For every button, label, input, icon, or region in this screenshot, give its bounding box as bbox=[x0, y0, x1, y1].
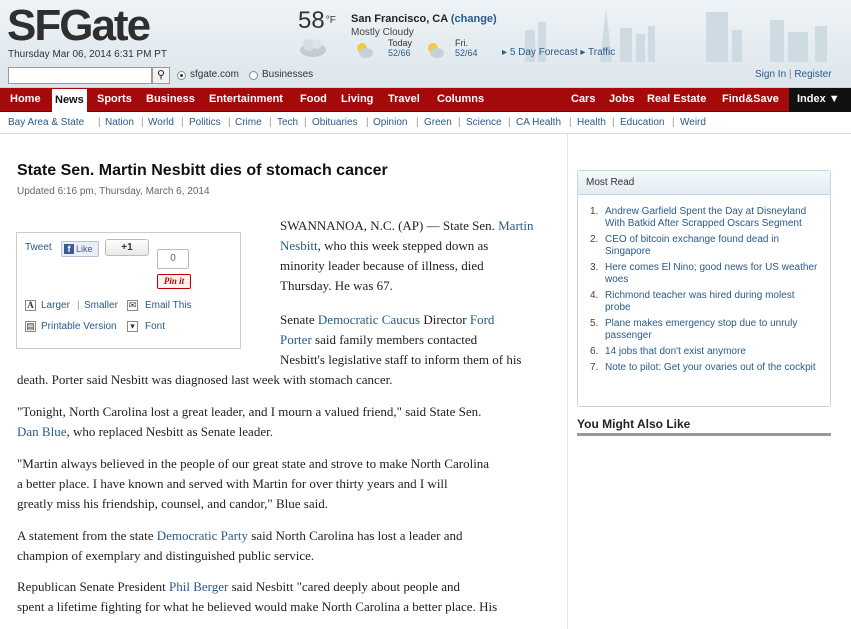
subnav-item[interactable]: Education bbox=[620, 117, 665, 128]
subnav-divider: | bbox=[672, 117, 675, 128]
paragraph-line: "Tonight, North Carolina lost a great leader, and I mourn a valued friend," said State Sen. bbox=[17, 404, 482, 419]
subnav-item[interactable]: Tech bbox=[277, 117, 299, 128]
google-plus-button[interactable]: +1 bbox=[105, 239, 149, 256]
dateline: Thursday Mar 06, 2014 6:31 PM PT bbox=[8, 49, 167, 60]
subnav-divider: | bbox=[269, 117, 272, 128]
article-updated-time: Updated 6:16 pm, Thursday, March 6, 2014 bbox=[17, 186, 210, 197]
nav-living[interactable]: Living bbox=[341, 93, 374, 105]
nav-home[interactable]: Home bbox=[10, 93, 41, 105]
nav-cars[interactable]: Cars bbox=[571, 93, 596, 105]
most-read-item[interactable]: 2. CEO of bitcoin exchange found dead in Singapore bbox=[590, 234, 780, 257]
radio-businesses-label: Businesses bbox=[262, 69, 314, 80]
pin-count: 0 bbox=[157, 249, 189, 269]
nav-columns[interactable]: Columns bbox=[437, 93, 485, 105]
subnav-divider: | bbox=[141, 117, 144, 128]
temperature: $58^{^\circ F}$ bbox=[298, 7, 336, 34]
subnav-item[interactable]: Opinion bbox=[373, 117, 408, 128]
most-read-title: Most Read bbox=[578, 171, 830, 195]
most-read-item[interactable]: 5. Plane makes emergency stop due to unruly passenger bbox=[590, 318, 798, 341]
subnav-item[interactable]: World bbox=[148, 117, 174, 128]
traffic-link[interactable]: Traffic bbox=[588, 47, 616, 58]
most-read-item[interactable]: 4. Richmond teacher was hired during molest probe bbox=[590, 290, 795, 313]
nav-index[interactable]: Index ▼ bbox=[789, 88, 851, 112]
weather-links: ▸ 5 Day Forecast ▸ Traffic bbox=[502, 47, 616, 58]
paragraph-line: A statement from the state Democratic Party said North Carolina has lost a leader and bbox=[17, 528, 463, 543]
weather-location: San Francisco, CA (change) bbox=[351, 13, 497, 25]
nav-travel[interactable]: Travel bbox=[388, 93, 420, 105]
subnav-item[interactable]: Weird bbox=[680, 117, 706, 128]
facebook-like-button[interactable]: f Like bbox=[61, 241, 99, 257]
subnav-item[interactable]: Bay Area & State bbox=[8, 117, 85, 128]
nav-business[interactable]: Business bbox=[146, 93, 195, 105]
martin-nesbitt-link[interactable]: Martin bbox=[498, 218, 534, 233]
pinterest-pin-button[interactable]: Pin it bbox=[157, 274, 191, 289]
sfgate-logo[interactable]: SFGate bbox=[7, 1, 150, 50]
printer-icon: ▤ bbox=[26, 321, 35, 331]
subnav-item[interactable]: CA Health bbox=[516, 117, 562, 128]
facebook-icon: f bbox=[64, 244, 74, 254]
subnav-divider: | bbox=[508, 117, 511, 128]
main-nav bbox=[0, 88, 851, 112]
subnav-item[interactable]: Health bbox=[577, 117, 606, 128]
paragraph-line: Senate Democratic Caucus Director Ford bbox=[280, 312, 495, 327]
paragraph-line: greatly miss his friendship, counsel, and candor," Blue said. bbox=[17, 496, 328, 511]
cloud-icon bbox=[298, 36, 328, 58]
subnav-divider: | bbox=[458, 117, 461, 128]
phil-berger-link[interactable]: Phil Berger bbox=[169, 579, 229, 594]
email-icon: ✉ bbox=[128, 300, 137, 310]
you-might-also-like-heading: You Might Also Like bbox=[577, 417, 691, 431]
font-dropdown-icon[interactable]: ▾ bbox=[127, 321, 138, 332]
most-read-list bbox=[590, 206, 822, 378]
subnav-divider: | bbox=[366, 117, 369, 128]
weather-condition: Mostly Cloudy bbox=[351, 27, 414, 38]
text-larger-link[interactable]: Larger bbox=[41, 300, 70, 311]
paragraph-line: SWANNANOA, N.C. (AP) — State Sen. Martin bbox=[280, 218, 534, 233]
search-bar bbox=[0, 64, 851, 88]
radio-businesses[interactable] bbox=[249, 71, 258, 80]
change-location-link[interactable]: (change) bbox=[450, 13, 497, 25]
paragraph-line: Porter said family members contacted bbox=[280, 332, 478, 347]
article-column bbox=[0, 134, 568, 629]
sign-in-link[interactable]: Sign In bbox=[755, 69, 787, 80]
email-this-link[interactable]: Email This bbox=[145, 300, 192, 311]
article-headline: State Sen. Martin Nesbitt dies of stomach cancer bbox=[17, 162, 388, 179]
dan-blue-link[interactable]: Dan Blue bbox=[17, 424, 67, 439]
most-read-item[interactable]: 3. Here comes El Nino; good news for US weather woes bbox=[590, 262, 818, 285]
printable-version-link[interactable]: Printable Version bbox=[41, 321, 117, 332]
subnav-item[interactable]: Green bbox=[424, 117, 452, 128]
most-read-item[interactable]: 6. 14 jobs that don't exist anymore bbox=[590, 346, 746, 357]
paragraph-line: death. Porter said Nesbitt was diagnosed last week with stomach cancer. bbox=[17, 372, 393, 387]
tweet-button[interactable]: Tweet bbox=[25, 242, 52, 253]
site-header bbox=[0, 0, 851, 88]
share-divider: | bbox=[77, 300, 80, 311]
paragraph-line: Nesbitt's legislative staff to inform them of his bbox=[280, 352, 522, 367]
subnav-item[interactable]: Crime bbox=[235, 117, 262, 128]
paragraph-line: Nesbitt, who this week stepped down as bbox=[280, 238, 489, 253]
subnav-divider: | bbox=[228, 117, 231, 128]
subnav-item[interactable]: Nation bbox=[105, 117, 134, 128]
section-divider bbox=[577, 433, 831, 436]
paragraph-line: champion of exemplary and distinguished public service. bbox=[17, 548, 315, 563]
nav-jobs[interactable]: Jobs bbox=[609, 93, 635, 105]
democratic-caucus-link[interactable]: Democratic Caucus bbox=[317, 312, 421, 327]
five-day-forecast-link[interactable]: 5 Day Forecast bbox=[509, 47, 578, 58]
search-input[interactable] bbox=[8, 67, 152, 84]
subnav-item[interactable]: Politics bbox=[189, 117, 221, 128]
subnav-divider: | bbox=[181, 117, 184, 128]
search-button[interactable] bbox=[152, 67, 170, 84]
subnav-divider: | bbox=[569, 117, 572, 128]
account-links: Sign In | Register bbox=[755, 69, 832, 80]
subnav-divider: | bbox=[304, 117, 307, 128]
share-tools bbox=[16, 232, 241, 349]
paragraph-line: minority leader because of illness, died bbox=[280, 258, 484, 273]
partly-cloudy-icon bbox=[354, 40, 374, 60]
radio-sfgate-label: sfgate.com bbox=[190, 69, 239, 80]
subnav-item[interactable]: Science bbox=[466, 117, 502, 128]
nav-news[interactable]: News bbox=[52, 89, 87, 112]
paragraph-line: a better place. I have known and served with Martin for over thirty years and I will bbox=[17, 476, 448, 491]
text-smaller-link[interactable]: Smaller bbox=[84, 300, 118, 311]
paragraph-line: Thursday. He was 67. bbox=[280, 278, 393, 293]
nav-sports[interactable]: Sports bbox=[97, 93, 132, 105]
most-read-item[interactable]: 7. Note to pilot: Get your ovaries out of the cockpit bbox=[590, 362, 816, 373]
magnifier-icon: ⚲ bbox=[156, 69, 166, 81]
subnav-item[interactable]: Obituaries bbox=[312, 117, 358, 128]
radio-sfgate[interactable] bbox=[177, 71, 186, 80]
paragraph-line: Republican Senate President Phil Berger said Nesbitt "cared deeply about people and bbox=[17, 579, 460, 594]
text-size-icon: A bbox=[25, 300, 36, 311]
most-read-box bbox=[577, 170, 831, 407]
nav-entertainment[interactable]: Entertainment bbox=[209, 93, 283, 105]
martin-nesbitt-link[interactable]: Nesbitt bbox=[280, 238, 318, 253]
partly-cloudy-icon bbox=[425, 40, 445, 60]
most-read-item[interactable]: 1. Andrew Garfield Spent the Day at Disneyland With Batkid After Scrapped Oscars Segment bbox=[590, 206, 807, 229]
font-link[interactable]: Font bbox=[145, 321, 166, 332]
register-link[interactable]: Register bbox=[794, 69, 832, 80]
subnav-divider: | bbox=[612, 117, 615, 128]
section-subnav bbox=[0, 113, 851, 134]
nav-real-estate[interactable]: Real Estate bbox=[647, 93, 707, 105]
forecast-friday: Fri. 52/64 bbox=[455, 38, 478, 58]
ford-porter-link[interactable]: Ford bbox=[469, 312, 495, 327]
paragraph-line: "Martin always believed in the people of our great state and strove to make North Carolina bbox=[17, 456, 490, 471]
nav-find-and-save[interactable]: Find&Save bbox=[722, 93, 779, 105]
paragraph-line: spent a lifetime fighting for what he believed would make North Carolina a better place. His bbox=[17, 599, 498, 614]
nav-food[interactable]: Food bbox=[300, 93, 327, 105]
ford-porter-link[interactable]: Porter bbox=[280, 332, 312, 347]
paragraph-line: Dan Blue, who replaced Nesbitt as Senate leader. bbox=[17, 424, 273, 439]
democratic-party-link[interactable]: Democratic Party bbox=[156, 528, 249, 543]
subnav-divider: | bbox=[416, 117, 419, 128]
forecast-today: Today 52/66 bbox=[388, 38, 413, 58]
subnav-divider: | bbox=[98, 117, 101, 128]
